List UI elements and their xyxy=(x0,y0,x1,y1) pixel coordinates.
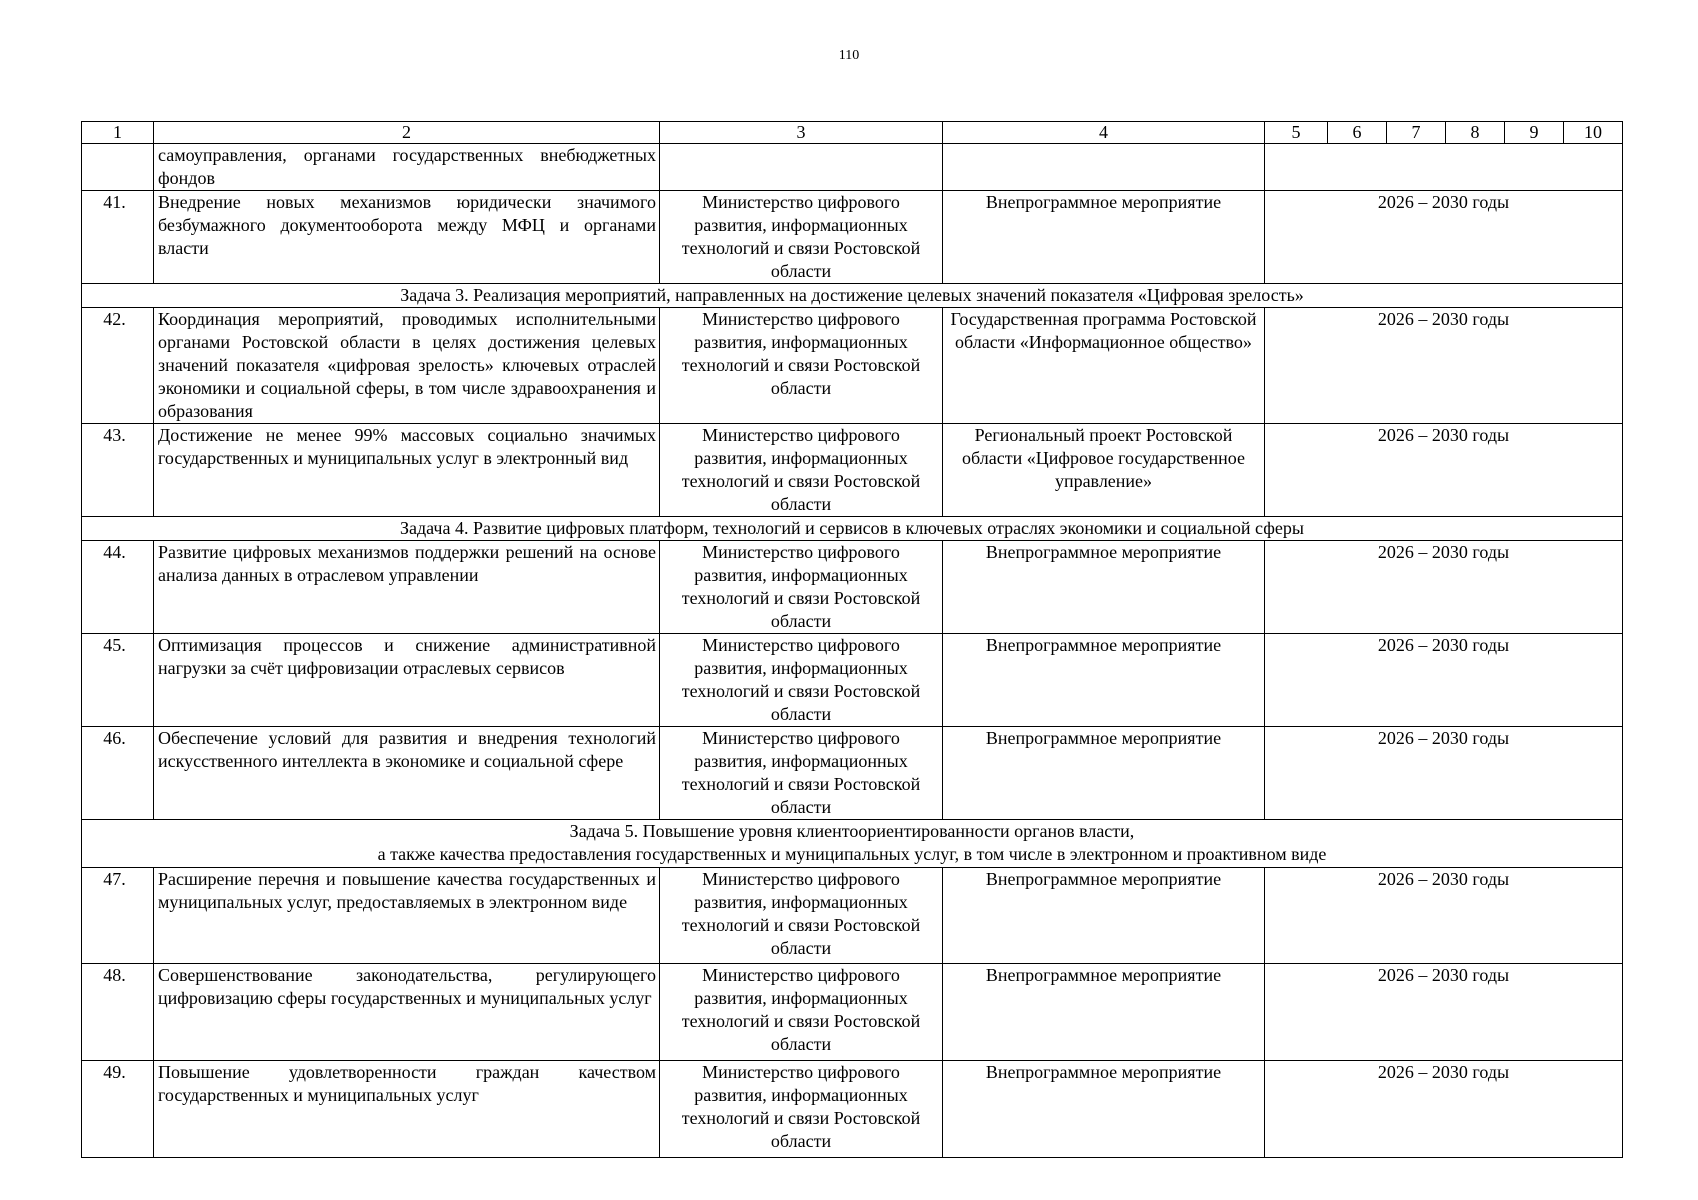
row-number: 48. xyxy=(82,964,154,1061)
implementation-period: 2026 – 2030 годы xyxy=(1265,727,1623,820)
measure-row xyxy=(82,634,1623,727)
funding-source: Внепрограммное мероприятие xyxy=(943,727,1265,820)
measure-row xyxy=(82,868,1623,964)
column-number: 3 xyxy=(660,122,943,144)
responsible-executor: Министерство цифрового развития, информационных технологий и связи Ростовской области xyxy=(660,727,943,820)
task-title-line: а также качества предоставления государственных и муниципальных услуг, в том числе в электронном и проактивном виде xyxy=(377,844,1327,864)
measure-row xyxy=(82,727,1623,820)
responsible-executor: Министерство цифрового развития, информационных технологий и связи Ростовской области xyxy=(660,634,943,727)
row-number: 45. xyxy=(82,634,154,727)
funding-source: Внепрограммное мероприятие xyxy=(943,964,1265,1061)
implementation-period: 2026 – 2030 годы xyxy=(1265,308,1623,424)
implementation-period: 2026 – 2030 годы xyxy=(1265,634,1623,727)
implementation-period: 2026 – 2030 годы xyxy=(1265,964,1623,1061)
column-number: 9 xyxy=(1505,122,1564,144)
continuation-text: самоуправления, органами государственных внебюджетных фондов xyxy=(154,144,660,191)
responsible-executor: Министерство цифрового развития, информационных технологий и связи Ростовской области xyxy=(660,424,943,517)
column-number: 4 xyxy=(943,122,1265,144)
responsible-executor: Министерство цифрового развития, информационных технологий и связи Ростовской области xyxy=(660,541,943,634)
responsible-executor: Министерство цифрового развития, информационных технологий и связи Ростовской области xyxy=(660,1061,943,1158)
measure-description: Оптимизация процессов и снижение административной нагрузки за счёт цифровизации отраслевых сервисов xyxy=(154,634,660,727)
measure-description: Расширение перечня и повышение качества государственных и муниципальных услуг, предоставляемых в электронном виде xyxy=(154,868,660,964)
implementation-period: 2026 – 2030 годы xyxy=(1265,191,1623,284)
measure-description: Координация мероприятий, проводимых исполнительными органами Ростовской области в целях достижения целевых значений показателя «цифровая зрелость» ключевых отраслей экономики и социальной сферы, в том числе здравоохранения и образования xyxy=(154,308,660,424)
empty-responsible-cell xyxy=(660,144,943,191)
measure-description: Обеспечение условий для развития и внедрения технологий искусственного интеллекта в экономике и социальной сфере xyxy=(154,727,660,820)
measure-description: Внедрение новых механизмов юридически значимого безбумажного документооборота между МФЦ и органами власти xyxy=(154,191,660,284)
task-title-line: Задача 4. Развитие цифровых платформ, технологий и сервисов в ключевых отраслях экономики и социальной сферы xyxy=(399,518,1305,538)
column-number: 5 xyxy=(1265,122,1328,144)
measure-row xyxy=(82,308,1623,424)
column-number: 1 xyxy=(82,122,154,144)
funding-source: Внепрограммное мероприятие xyxy=(943,541,1265,634)
measure-description: Достижение не менее 99% массовых социально значимых государственных и муниципальных услуг в электронный вид xyxy=(154,424,660,517)
measure-row xyxy=(82,541,1623,634)
responsible-executor: Министерство цифрового развития, информационных технологий и связи Ростовской области xyxy=(660,308,943,424)
row-number: 44. xyxy=(82,541,154,634)
funding-source: Внепрограммное мероприятие xyxy=(943,1061,1265,1158)
task-title xyxy=(82,284,1623,308)
funding-source: Внепрограммное мероприятие xyxy=(943,868,1265,964)
funding-source: Внепрограммное мероприятие xyxy=(943,191,1265,284)
task-title xyxy=(82,820,1623,868)
empty-period-cell xyxy=(1265,144,1623,191)
table-body xyxy=(82,122,1623,1158)
responsible-executor: Министерство цифрового развития, информационных технологий и связи Ростовской области xyxy=(660,964,943,1061)
row-number: 42. xyxy=(82,308,154,424)
empty-number-cell xyxy=(82,144,154,191)
task-header-row xyxy=(82,820,1623,868)
implementation-period: 2026 – 2030 годы xyxy=(1265,424,1623,517)
column-number: 7 xyxy=(1387,122,1446,144)
measures-table xyxy=(81,121,1623,1158)
page-number: 110 xyxy=(838,48,860,63)
row-number: 41. xyxy=(82,191,154,284)
measure-description: Совершенствование законодательства, регулирующего цифровизацию сферы государственных и муниципальных услуг xyxy=(154,964,660,1061)
row-number: 47. xyxy=(82,868,154,964)
measure-row xyxy=(82,964,1623,1061)
row-number: 43. xyxy=(82,424,154,517)
task-header-row xyxy=(82,284,1623,308)
task-title-line: Задача 5. Повышение уровня клиентоориентированности органов власти, xyxy=(569,821,1135,841)
column-number: 6 xyxy=(1328,122,1387,144)
row-number: 49. xyxy=(82,1061,154,1158)
task-header-row xyxy=(82,517,1623,541)
measure-description: Развитие цифровых механизмов поддержки решений на основе анализа данных в отраслевом управлении xyxy=(154,541,660,634)
empty-source-cell xyxy=(943,144,1265,191)
task-title-line: Задача 3. Реализация мероприятий, направленных на достижение целевых значений показателя «Цифровая зрелость» xyxy=(400,285,1304,305)
implementation-period: 2026 – 2030 годы xyxy=(1265,541,1623,634)
column-number: 2 xyxy=(154,122,660,144)
measure-description: Повышение удовлетворенности граждан качеством государственных и муниципальных услуг xyxy=(154,1061,660,1158)
measure-row xyxy=(82,1061,1623,1158)
funding-source: Государственная программа Ростовской области «Информационное общество» xyxy=(943,308,1265,424)
continuation-row xyxy=(82,144,1623,191)
responsible-executor: Министерство цифрового развития, информационных технологий и связи Ростовской области xyxy=(660,868,943,964)
implementation-period: 2026 – 2030 годы xyxy=(1265,868,1623,964)
column-numbers-row xyxy=(82,122,1623,144)
column-number: 10 xyxy=(1564,122,1623,144)
implementation-period: 2026 – 2030 годы xyxy=(1265,1061,1623,1158)
funding-source: Региональный проект Ростовской области «Цифровое государственное управление» xyxy=(943,424,1265,517)
funding-source: Внепрограммное мероприятие xyxy=(943,634,1265,727)
measure-row xyxy=(82,191,1623,284)
row-number: 46. xyxy=(82,727,154,820)
task-title xyxy=(82,517,1623,541)
measure-row xyxy=(82,424,1623,517)
column-number: 8 xyxy=(1446,122,1505,144)
responsible-executor: Министерство цифрового развития, информационных технологий и связи Ростовской области xyxy=(660,191,943,284)
